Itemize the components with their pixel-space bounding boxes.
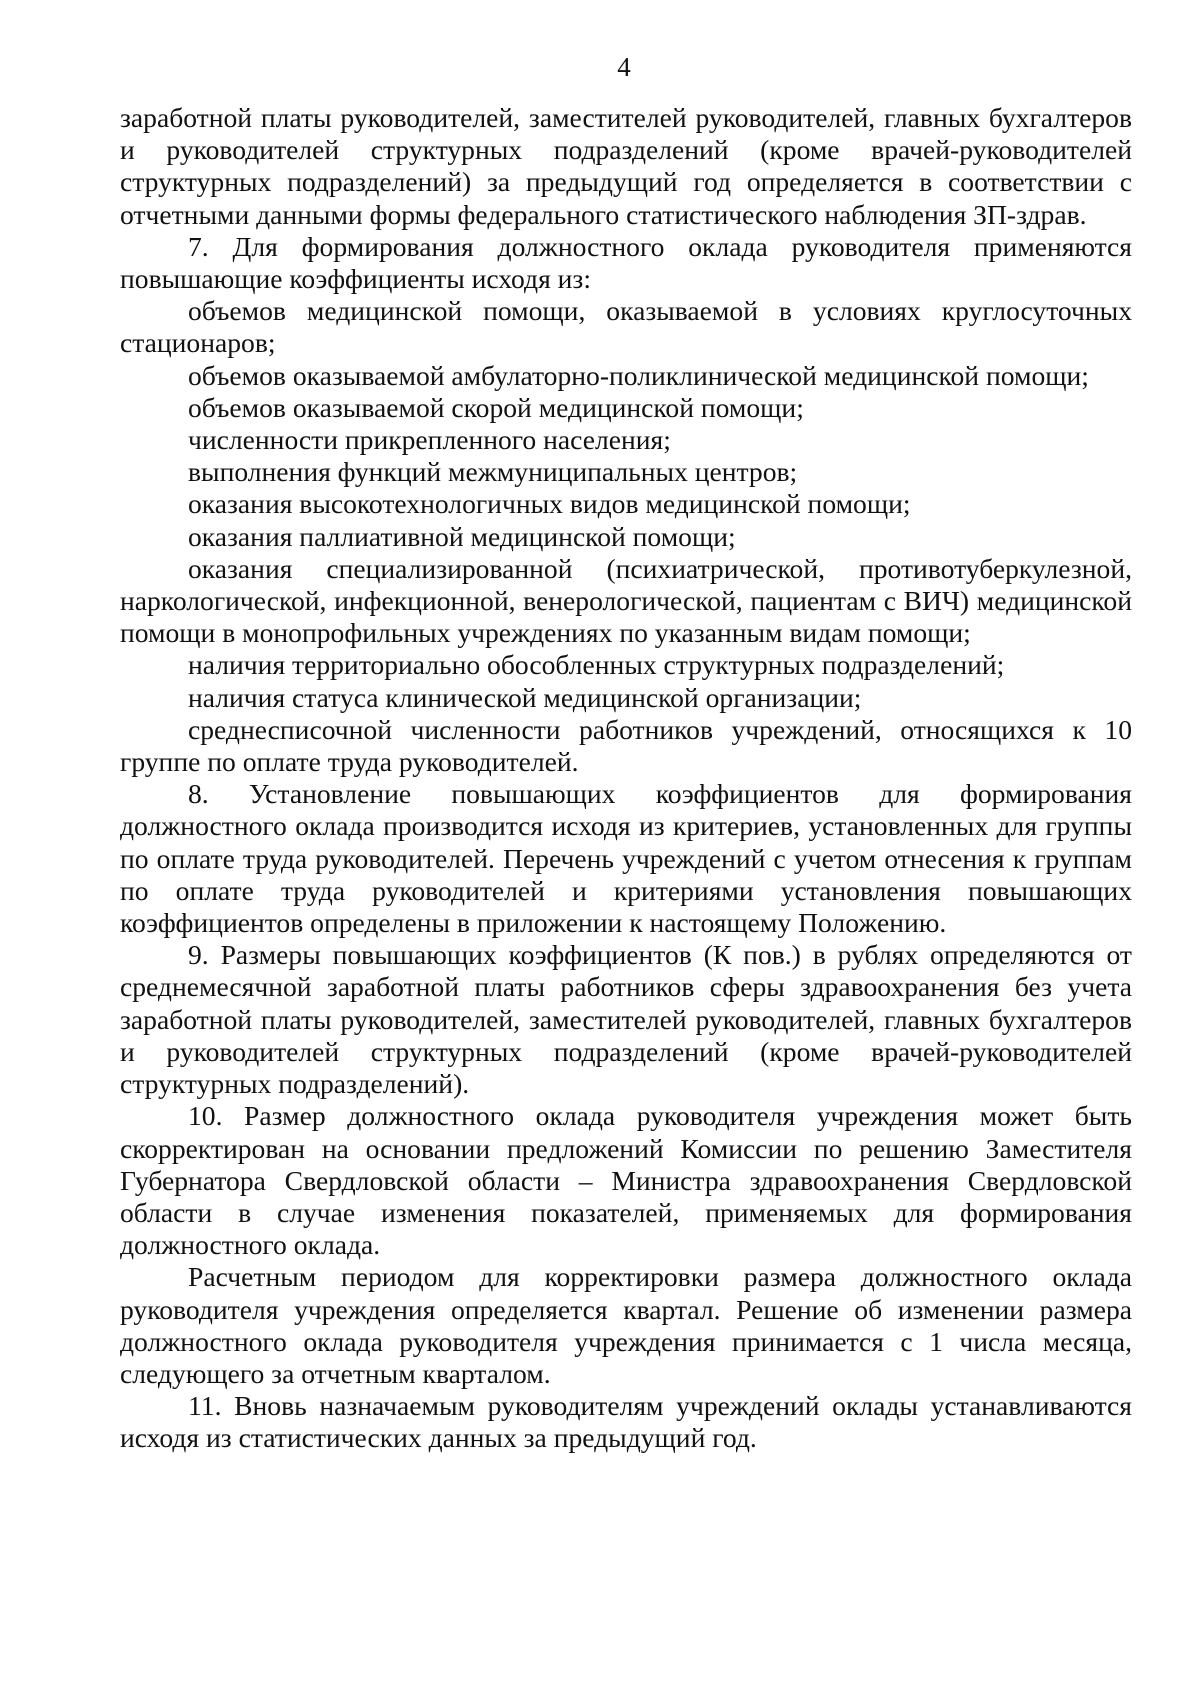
paragraph: объемов оказываемой амбулаторно-поликлинической медицинской помощи; <box>188 359 1089 391</box>
paragraph: оказания специализированной (психиатрической, противотуберкулезной, наркологической, инфекционной, венерологической, пациентам с ВИЧ) медицинской помощи в монопрофильных учреждениях по указанным видам помощи; <box>120 552 1132 649</box>
paragraph: объемов медицинской помощи, оказываемой в условиях круглосуточных стационаров; <box>120 295 1132 359</box>
paragraph: оказания высокотехнологичных видов медицинской помощи; <box>188 488 911 520</box>
document-body <box>120 102 1132 1455</box>
paragraph: объемов оказываемой скорой медицинской помощи; <box>188 391 804 423</box>
paragraph: 11. Вновь назначаемым руководителям учреждений оклады устанавливаются исходя из статистических данных за предыдущий год. <box>120 1390 1132 1454</box>
paragraph: заработной платы руководителей, заместителей руководителей, главных бухгалтеров и руководителей структурных подразделений (кроме врачей-руководителей структурных подразделений) за предыдущий год определяется в соответствии с отчетными данными формы федерального статистического наблюдения ЗП-здрав. <box>120 102 1132 230</box>
paragraph: численности прикрепленного населения; <box>188 424 671 456</box>
paragraph: наличия территориально обособленных структурных подразделений; <box>188 649 1005 681</box>
paragraph: Расчетным периодом для корректировки размера должностного оклада руководителя учреждения определяется квартал. Решение об изменении размера должностного оклада руководителя учреждения принимается с 1 числа месяца, следующего за отчетным кварталом. <box>120 1261 1132 1389</box>
page-number: 4 <box>617 52 631 82</box>
paragraph: наличия статуса клинической медицинской организации; <box>188 681 862 713</box>
paragraph: среднесписочной численности работников учреждений, относящихся к 10 группе по оплате труда руководителей. <box>120 713 1132 778</box>
paragraph: 10. Размер должностного оклада руководителя учреждения может быть скорректирован на основании предложений Комиссии по решению Заместителя Губернатора Свердловской области – Министра здравоохранения Свердловской области в случае изменения показателей, применяемых для формирования должностного оклада. <box>120 1100 1132 1261</box>
paragraph: 7. Для формирования должностного оклада руководителя применяются повышающие коэффициенты исходя из: <box>120 230 1132 295</box>
paragraph: 8. Установление повышающих коэффициентов для формирования должностного оклада производится исходя из критериев, установленных для группы по оплате труда руководителей. Перечень учреждений с учетом отнесения к группам по оплате труда руководителей и критериями установления повышающих коэффициентов определены в приложении к настоящему Положению. <box>120 778 1132 939</box>
paragraph: 9. Размеры повышающих коэффициентов (К пов.) в рублях определяются от среднемесячной заработной платы работников сферы здравоохранения без учета заработной платы руководителей, заместителей руководителей, главных бухгалтеров и руководителей структурных подразделений (кроме врачей-руководителей структурных подразделений). <box>120 939 1132 1100</box>
paragraph: выполнения функций межмуниципальных центров; <box>188 456 798 488</box>
paragraph: оказания паллиативной медицинской помощи; <box>188 520 736 552</box>
